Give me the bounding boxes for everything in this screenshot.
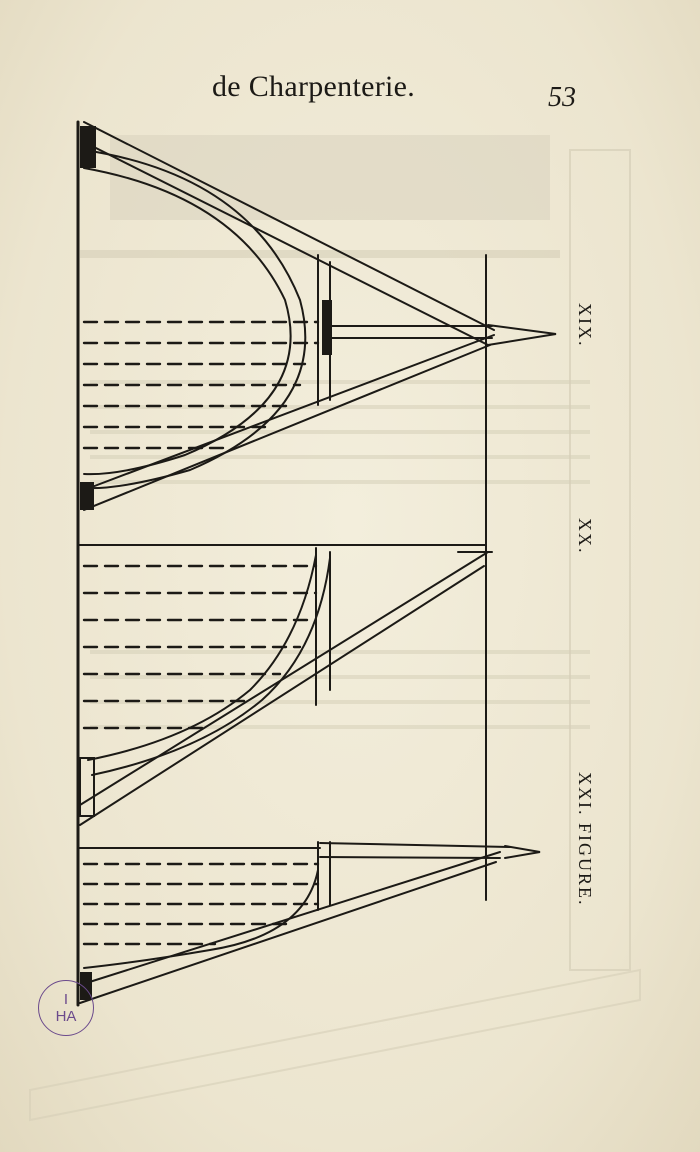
page-number: 53 [548,82,576,113]
running-head: de Charpenterie. [212,70,416,103]
figure-19-label: XIX. [575,303,595,348]
library-stamp [38,980,94,1036]
figure-20-dashed-lines [84,566,316,728]
stamp-line-2: HA [55,1008,77,1025]
figure-21-label: XXI. FIGURE. [575,772,595,907]
figure-20-label: XX. [575,518,595,555]
figure-21-dashed-lines [84,864,318,944]
figure-19-truss [80,122,556,510]
figure-21-truss [78,842,540,1003]
stamp-line-1: I [63,991,69,1008]
figure-20-truss [78,545,492,825]
